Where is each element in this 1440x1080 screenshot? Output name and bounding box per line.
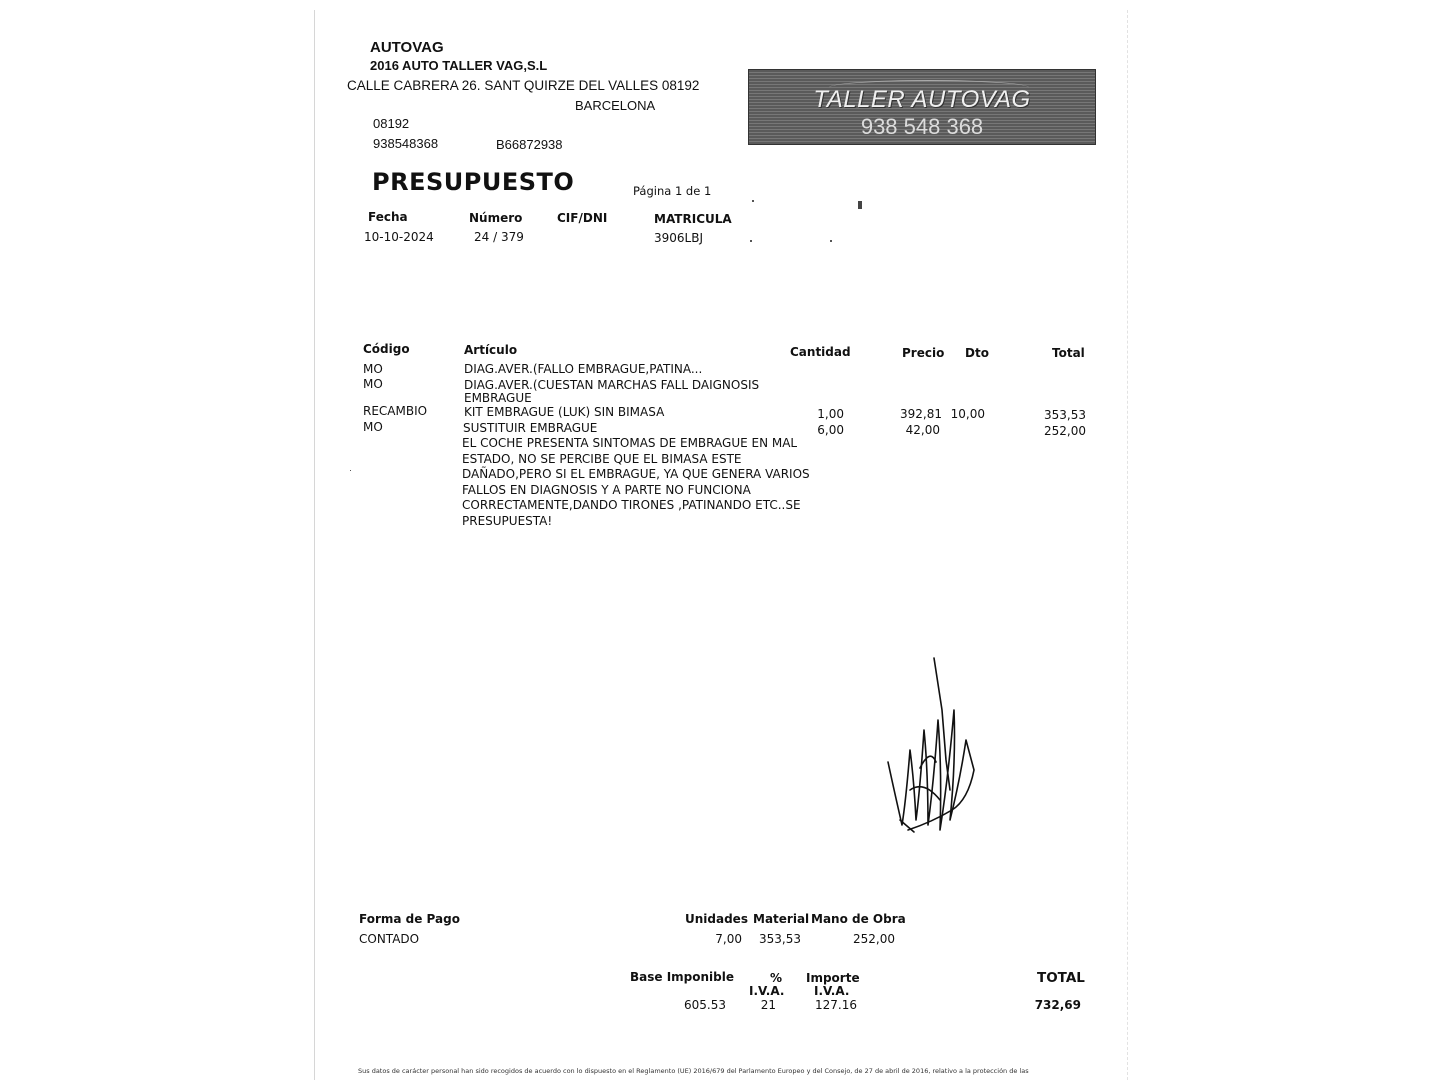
handwritten-signature [880, 650, 990, 845]
company-cif: B66872938 [496, 137, 563, 152]
col-precio: Precio [902, 346, 945, 360]
col-dto: Dto [965, 346, 989, 360]
item-note: EL COCHE PRESENTA SINTOMAS DE EMBRAGUE EN MAL ESTADO, NO SE PERCIBE QUE EL BIMASA ESTE DAÑADO,PERO SI EL EMBRAGUE, YA QUE GENERA VARIOS FALLOS EN DIAGNOSIS Y A PARTE NO FUNCIONA CORRECTAMENTE,DANDO TIRONES ,PATINANDO ETC..SE PRESUPUESTA! [462, 436, 810, 528]
logo-title: TALLER AUTOVAG [813, 86, 1031, 113]
row-4-cantidad: 6,00 [817, 423, 844, 437]
row-4-articulo: SUSTITUIR EMBRAGUE [463, 421, 598, 435]
iva-pct-value: 21 [760, 998, 776, 1012]
company-phone: 938548368 [373, 136, 439, 151]
matricula-value: 3906LBJ [654, 231, 703, 245]
forma-pago-label: Forma de Pago [359, 912, 460, 926]
scan-speck [830, 240, 832, 242]
numero-label: Número [469, 211, 523, 225]
importe-iva-value: 127.16 [815, 998, 857, 1012]
row-3-dto: 10,00 [950, 407, 985, 421]
company-address: CALLE CABRERA 26. SANT QUIRZE DEL VALLES 08192 [347, 78, 700, 93]
iva-pct-label-2: I.V.A. [749, 984, 785, 998]
company-legal-name: 2016 AUTO TALLER VAG,S.L [370, 58, 548, 73]
importe-iva-label-2: I.V.A. [814, 984, 850, 998]
material-label: Material [753, 912, 810, 926]
page-indicator: Página 1 de 1 [633, 184, 712, 198]
mano-obra-value: 252,00 [853, 932, 895, 946]
legal-footer: Sus datos de carácter personal han sido recogidos de acuerdo con lo dispuesto en el Reglamento (UE) 2016/679 del Parlamento Europeo y del Consejo, de 27 de abril de 2016, relativo a la protección de las [358, 1067, 1029, 1075]
row-4-precio: 42,00 [905, 423, 940, 437]
total-label: TOTAL [1037, 970, 1085, 986]
scan-speck [350, 470, 351, 471]
company-logo [748, 69, 1096, 145]
material-value: 353,53 [759, 932, 801, 946]
fecha-label: Fecha [368, 210, 408, 224]
base-imponible-label: Base Imponible [630, 970, 735, 984]
row-3-codigo: RECAMBIO [363, 404, 428, 418]
unidades-label: Unidades [685, 912, 748, 926]
fecha-value: 10-10-2024 [364, 230, 434, 244]
base-imponible-value: 605.53 [684, 998, 726, 1012]
row-4-total: 252,00 [1044, 424, 1086, 438]
cif-label: CIF/DNI [557, 211, 608, 225]
total-value: 732,69 [1034, 998, 1081, 1012]
row-4-codigo: MO [363, 420, 383, 434]
row-2-articulo: DIAG.AVER.(CUESTAN MARCHAS FALL DAIGNOSIS [464, 378, 760, 392]
mano-obra-label: Mano de Obra [811, 912, 906, 926]
numero-value: 24 / 379 [474, 230, 524, 244]
row-3-total: 353,53 [1044, 408, 1086, 422]
row-1-codigo: MO [363, 362, 383, 376]
col-total: Total [1052, 346, 1085, 360]
iva-pct-label: % [770, 971, 783, 985]
unidades-value: 7,00 [715, 932, 742, 946]
scan-speck [858, 201, 862, 209]
scan-speck [752, 200, 754, 202]
col-cantidad: Cantidad [790, 345, 851, 359]
company-zip: 08192 [373, 116, 410, 131]
row-3-precio: 392,81 [900, 407, 942, 421]
document-title: PRESUPUESTO [372, 168, 575, 196]
company-name: AUTOVAG [370, 39, 444, 56]
scan-speck [750, 240, 752, 242]
col-articulo: Artículo [464, 343, 518, 357]
col-codigo: Código [363, 342, 410, 356]
row-2-codigo: MO [363, 377, 383, 391]
matricula-label: MATRICULA [654, 212, 732, 226]
logo-phone: 938 548 368 [860, 114, 984, 139]
company-city: BARCELONA [575, 98, 656, 113]
forma-pago-value: CONTADO [359, 932, 420, 946]
row-1-articulo: DIAG.AVER.(FALLO EMBRAGUE,PATINA... [464, 362, 703, 376]
importe-iva-label: Importe [806, 971, 860, 985]
row-3-cantidad: 1,00 [817, 407, 844, 421]
row-2-articulo-cont: EMBRAGUE [464, 391, 532, 405]
row-3-articulo: KIT EMBRAGUE (LUK) SIN BIMASA [464, 405, 665, 419]
